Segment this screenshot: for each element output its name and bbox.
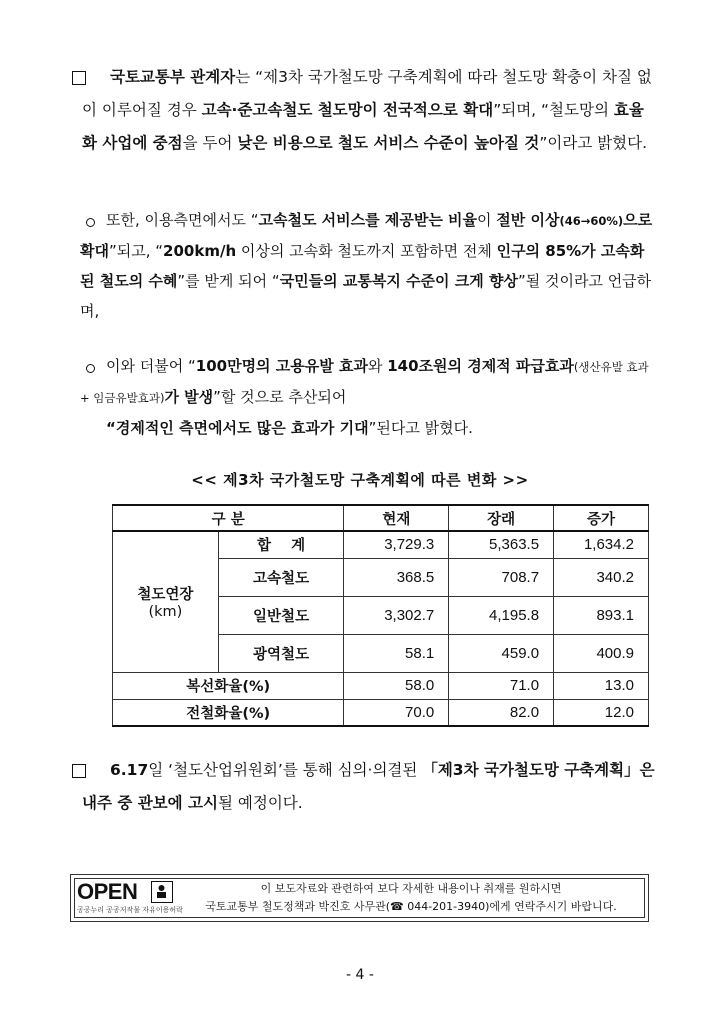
open-license-logo: OPEN 공공누리 공공저작물 자유이용허락 <box>77 879 183 914</box>
row-label: 일반철도 <box>218 596 344 634</box>
table-header-row <box>113 505 649 531</box>
table-row <box>113 672 649 699</box>
cell-current: 58.1 <box>344 634 449 672</box>
cell-increase: 1,634.2 <box>554 531 649 558</box>
cell-future: 71.0 <box>449 672 554 699</box>
cell-increase: 13.0 <box>554 672 649 699</box>
rail-change-table <box>112 504 649 727</box>
cell-current: 3,729.3 <box>344 531 449 558</box>
table-title: << 제3차 국가철도망 구축계획에 따른 변화 >> <box>191 471 529 489</box>
cell-future: 5,363.5 <box>449 531 554 558</box>
paragraph-2: 또한, 이용측면에서도 “고속철도 서비스를 제공받는 비율이 절반 이상(46→60%)으로 확대”되고, “200km/h 이상의 고속화 철도까지 포함하면 전체 인구의 85%가 고속화된 철도의 수혜”를 받게 되어 “국민들의 교통복지 수준이 크게 향상”될 것이라고 언급하며, <box>80 211 653 320</box>
header-current: 현재 <box>344 505 449 531</box>
header-future: 장래 <box>449 505 554 531</box>
table-row <box>113 531 649 558</box>
paragraph-1: 국토교통부 관계자는 “제3차 국가철도망 구축계획에 따라 철도망 확충이 차질 없이 이루어질 경우 고속·준고속철도 철도망이 전국적으로 확대”되며, “철도망의 효율화 사업에 중점을 두어 낮은 비용으로 철도 서비스 수준이 높아질 것”이라고 밝혔다. <box>82 68 652 152</box>
footer-line-2: 국토교통부 철도정책과 박진호 사무관(☎ 044-201-3940)에게 연락주시기 바랍니다. <box>205 900 617 913</box>
paragraph-4: 6.17일 ‘철도산업위원회’를 통해 심의·의결된 「제3차 국가철도망 구축계획」은 내주 중 관보에 고시될 예정이다. <box>82 761 655 812</box>
cell-current: 70.0 <box>344 699 449 726</box>
cell-increase: 400.9 <box>554 634 649 672</box>
table-row <box>113 699 649 726</box>
row-label: 합 계 <box>218 531 344 558</box>
cell-future: 708.7 <box>449 558 554 596</box>
footer-line-1: 이 보도자료와 관련하여 보다 자세한 내용이나 취재를 원하시면 <box>260 882 562 895</box>
person-icon <box>151 881 173 903</box>
cell-increase: 12.0 <box>554 699 649 726</box>
cell-increase: 340.2 <box>554 558 649 596</box>
paragraph-3: 이와 더불어 “100만명의 고용유발 효과와 140조원의 경제적 파급효과(생산유발 효과 + 임금유발효과)가 발생”할 것으로 추산되어 “경제적인 측면에서도 많은 효과가 기대”된다고 밝혔다. <box>80 357 649 437</box>
header-increase: 증가 <box>554 505 649 531</box>
contact-footer <box>70 874 649 922</box>
cell-future: 4,195.8 <box>449 596 554 634</box>
cell-future: 459.0 <box>449 634 554 672</box>
row-label: 복선화율(%) <box>113 672 344 699</box>
row-label: 전철화율(%) <box>113 699 344 726</box>
cell-future: 82.0 <box>449 699 554 726</box>
cell-increase: 893.1 <box>554 596 649 634</box>
group-label: 철도연장 (km) <box>113 531 219 672</box>
row-label: 광역철도 <box>218 634 344 672</box>
header-category: 구 분 <box>113 505 344 531</box>
page-number: - 4 - <box>346 967 374 983</box>
cell-current: 58.0 <box>344 672 449 699</box>
cell-current: 3,302.7 <box>344 596 449 634</box>
cell-current: 368.5 <box>344 558 449 596</box>
row-label: 고속철도 <box>218 558 344 596</box>
